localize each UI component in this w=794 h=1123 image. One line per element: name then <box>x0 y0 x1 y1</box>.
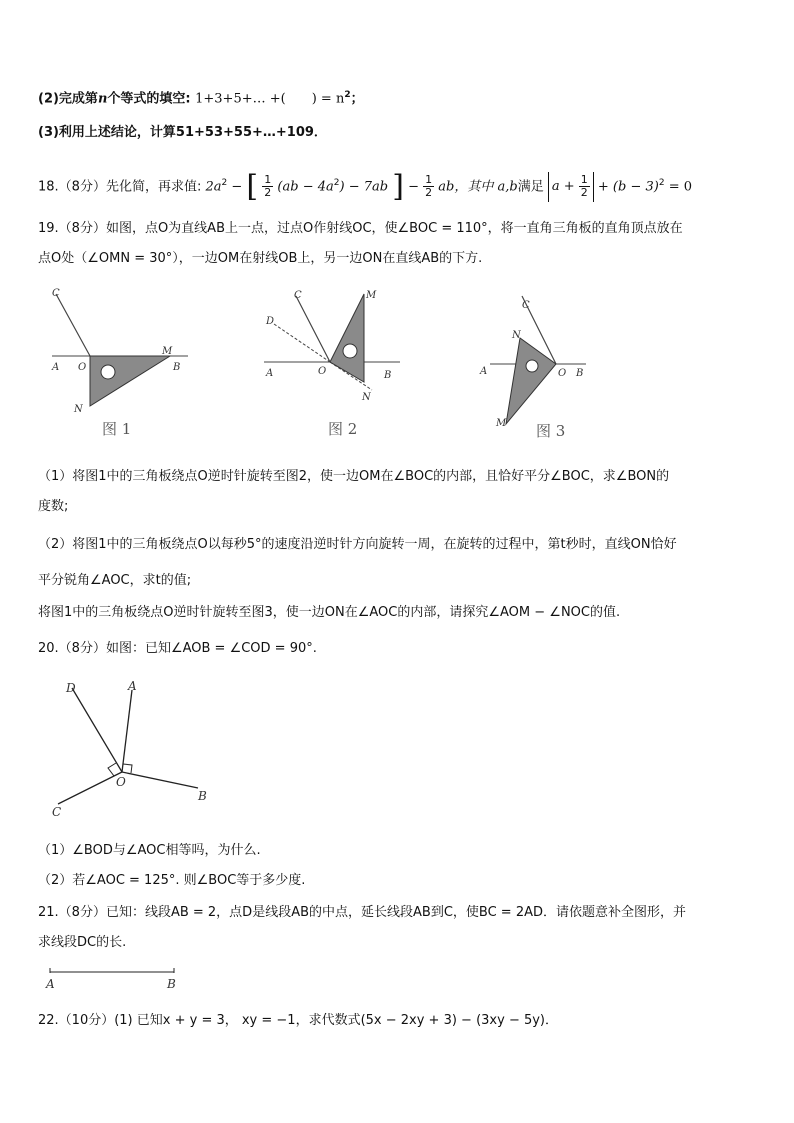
label-b: B <box>198 789 207 803</box>
label-a: A <box>52 362 60 373</box>
q21-line1: 21.（8分）已知：线段AB = 2，点D是线段AB的中点，延长线段AB到C，使BC = 2AD．请依题意补全图形，并 <box>38 905 686 920</box>
ray-oc <box>58 772 122 804</box>
ruler-hole <box>101 365 115 379</box>
q19-line1: 19.（8分）如图，点O为直线AB上一点，过点O作射线OC，使∠BOC = 110°，将一直角三角板的直角顶点放在 <box>38 221 683 236</box>
q19-sub3: 将图1中的三角板绕点O逆时针旋转至图3，使一边ON在∠AOC的内部，请探究∠AOM − ∠NOC的值. <box>38 605 621 620</box>
q19-figure-2 <box>260 282 410 442</box>
q18-frac-2: $\frac{1}{2}$ <box>425 173 433 200</box>
q19-line2: 点O处（∠OMN = 30°），一边OM在射线OB上，另一边ON在直线AB的下方. <box>38 251 483 266</box>
label-n: N <box>512 330 521 341</box>
q18-frac-1: $\frac{1}{2}$ <box>264 173 272 200</box>
ray-od <box>274 324 330 362</box>
label-a: A <box>480 366 488 377</box>
q20-figure <box>44 672 224 822</box>
label-m: M <box>366 290 377 301</box>
triangle-ruler <box>506 338 556 424</box>
q19-sub2-b: 平分锐角∠AOC，求t的值; <box>38 573 192 588</box>
label-o: O <box>558 368 567 379</box>
triangle-ruler <box>330 294 364 382</box>
ruler-hole <box>526 360 538 372</box>
fig3-caption: 图 3 <box>536 422 566 440</box>
q21-segment-figure <box>40 962 200 994</box>
q19-sub1-b: 度数; <box>38 499 69 514</box>
label-c: C <box>522 300 530 311</box>
q21-line2: 求线段DC的长. <box>38 935 127 950</box>
q18: 18.（8分）先化简，再求值: $2a^2$ − [ $\frac{1}{2}$ $(ab - 4a^2) - 7ab$ ] − $\frac{1}{2}$ ab，其中 a,b满足 a + $\frac{1}{2}$ + $(b - 3)^2 = 0$ <box>38 168 692 204</box>
label-c: C <box>52 288 60 299</box>
q19-sub2-a: （2）将图1中的三角板绕点O以每秒5°的速度沿逆时针方向旋转一周，在旋转的过程中，第t秒时，直线ON恰好 <box>38 537 677 552</box>
ray-oc <box>56 294 90 356</box>
q17-part2: (2)完成第n个等式的填空: 1+3+5+… +( ) = $n^2$； <box>38 90 364 107</box>
q20-line: 20.（8分）如图：已知∠AOB = ∠COD = 90°. <box>38 641 317 656</box>
label-a: A <box>128 679 137 693</box>
fig1-caption: 图 1 <box>102 420 132 438</box>
label-b: B <box>173 362 181 373</box>
label-m: M <box>496 418 507 429</box>
label-o: O <box>78 362 87 373</box>
label-o: O <box>116 775 126 789</box>
q20-sub2: （2）若∠AOC = 125°. 则∠BOC等于多少度. <box>38 873 306 888</box>
ray-ob <box>122 772 198 788</box>
ray-oa <box>122 690 132 772</box>
q19-figure-3 <box>476 282 596 442</box>
q20-sub1: （1）∠BOD与∠AOC相等吗，为什么. <box>38 843 261 858</box>
label-n: N <box>74 404 83 415</box>
label-n: N <box>362 392 371 403</box>
label-a: A <box>266 368 274 379</box>
label-o: O <box>318 366 327 377</box>
label-d: D <box>66 681 76 695</box>
label-b: B <box>167 977 176 991</box>
q19-figure-1 <box>40 282 200 442</box>
label-m: M <box>162 346 173 357</box>
ray-od <box>72 688 122 772</box>
label-c: C <box>294 290 302 301</box>
q22-line: 22.（10分）(1) 已知x + y = 3， xy = −1，求代数式(5x − 2xy + 3) − (3xy − 5y)． <box>38 1013 559 1028</box>
fig2-caption: 图 2 <box>328 420 358 438</box>
q18-abs: a + $\frac{1}{2}$ <box>548 172 594 202</box>
right-angle-mark-cod <box>108 763 116 776</box>
q19-sub1-a: （1）将图1中的三角板绕点O逆时针旋转至图2，使一边OM在∠BOC的内部，且恰好平分∠BOC，求∠BON的 <box>38 469 670 484</box>
label-c: C <box>52 805 62 819</box>
ruler-hole <box>343 344 357 358</box>
label-a: A <box>46 977 55 991</box>
label-b: B <box>576 368 584 379</box>
q17-part3: (3)利用上述结论，计算51+53+55+…+109． <box>38 125 327 140</box>
right-angle-mark-aob <box>123 764 132 773</box>
triangle-ruler <box>90 356 170 406</box>
label-d: D <box>266 316 275 327</box>
ray-oc <box>296 296 330 362</box>
label-b: B <box>384 370 392 381</box>
